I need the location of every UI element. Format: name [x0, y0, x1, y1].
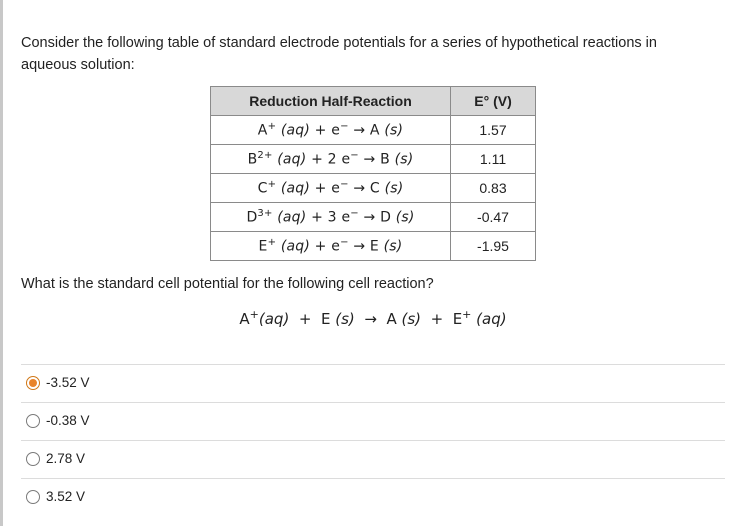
table-row [211, 145, 536, 174]
electron-charge: − [340, 121, 349, 133]
electron-charge: − [350, 208, 359, 220]
option-label[interactable]: 3.52 V [46, 489, 86, 504]
product-1: A [386, 310, 397, 328]
reactant-1: A [239, 310, 250, 328]
electron-count: 3 [327, 209, 342, 226]
radio-button-4[interactable] [26, 490, 40, 504]
answer-options [21, 364, 725, 516]
radio-button-2[interactable] [26, 414, 40, 428]
product-1-state: (s) [401, 310, 422, 328]
electron-charge: − [340, 179, 349, 191]
product-2-state: (aq) [476, 310, 507, 328]
potential-cell: -1.95 [451, 232, 536, 261]
radio-button-3[interactable] [26, 452, 40, 466]
potential-cell: 0.83 [451, 174, 536, 203]
header-half-reaction: Reduction Half-Reaction [211, 87, 451, 116]
potential-cell: -0.47 [451, 203, 536, 232]
table-row [211, 116, 536, 145]
half-reaction-cell: A+ (aq) + e− → A (s) [211, 116, 451, 145]
ion-symbol: E [258, 238, 268, 255]
table-row [211, 232, 536, 261]
solid-state: (s) [394, 151, 414, 168]
ion-symbol: C [257, 180, 268, 197]
product-2: E [452, 310, 463, 328]
plus-sign: + [425, 310, 448, 328]
half-reaction-cell: $B^{2+}$ (aq) + 2 e− → B (s) [211, 145, 451, 174]
electron-charge: − [340, 237, 349, 249]
reactant-2: E [320, 310, 331, 328]
electrode-potentials-table [210, 86, 536, 261]
aq-state: (aq) [280, 122, 311, 139]
cell-reaction [0, 308, 729, 328]
ion-charge: + [267, 179, 277, 191]
option-label[interactable]: 2.78 V [46, 451, 86, 466]
table-row [211, 174, 536, 203]
ion-charge: 2+ [257, 150, 273, 162]
product-2-charge: + [462, 308, 472, 321]
solid-state: (s) [384, 122, 404, 139]
radio-button-1[interactable] [26, 376, 40, 390]
ion-symbol: D [246, 209, 258, 226]
reactant-2-state: (s) [335, 310, 355, 328]
aq-state: (aq) [280, 238, 311, 255]
half-reaction-cell: C+ (aq) + e− → C (s) [211, 174, 451, 203]
ion-charge: + [267, 121, 277, 133]
aq-state: (aq) [280, 180, 311, 197]
half-reaction-cell: $D^{3+}$ (aq) + 3 e− → D (s) [211, 203, 451, 232]
question-intro: Consider the following table of standard electrode potentials for a series of hypothetical reactions in aqueous solution: [21, 35, 657, 73]
aq-state: (aq) [277, 151, 307, 168]
solid-state: (s) [395, 209, 415, 226]
option-label[interactable]: -0.38 V [46, 413, 90, 428]
reactant-1-charge: + [249, 308, 259, 321]
answer-option[interactable] [21, 364, 725, 402]
ion-symbol: B [247, 151, 258, 168]
electron-charge: − [350, 150, 359, 162]
ion-charge: + [267, 237, 277, 249]
solid-state: (s) [384, 180, 404, 197]
solid-state: (s) [383, 238, 403, 255]
reactant-1-state: (aq) [258, 310, 290, 328]
answer-option[interactable] [21, 478, 725, 516]
left-border [0, 0, 3, 526]
ion-charge: 3+ [257, 208, 273, 220]
option-label[interactable]: -3.52 V [46, 375, 90, 390]
table-row [211, 203, 536, 232]
product-symbol: A [369, 122, 380, 139]
product-symbol: D [380, 209, 392, 226]
product-symbol: E [369, 238, 379, 255]
table-header-row [211, 87, 536, 116]
ion-symbol: A [257, 122, 268, 139]
potential-cell: 1.11 [451, 145, 536, 174]
answer-option[interactable] [21, 440, 725, 478]
answer-option[interactable] [21, 402, 725, 440]
question-prompt: What is the standard cell potential for the following cell reaction? [21, 276, 434, 292]
product-symbol: C [369, 180, 380, 197]
reaction-arrow: → [359, 310, 382, 328]
aq-state: (aq) [277, 209, 307, 226]
product-symbol: B [380, 151, 390, 168]
half-reaction-cell: E+ (aq) + e− → E (s) [211, 232, 451, 261]
potential-cell: 1.57 [451, 116, 536, 145]
plus-sign: + [294, 310, 317, 328]
electron-count: 2 [327, 151, 342, 168]
header-potential: E° (V) [451, 87, 536, 116]
